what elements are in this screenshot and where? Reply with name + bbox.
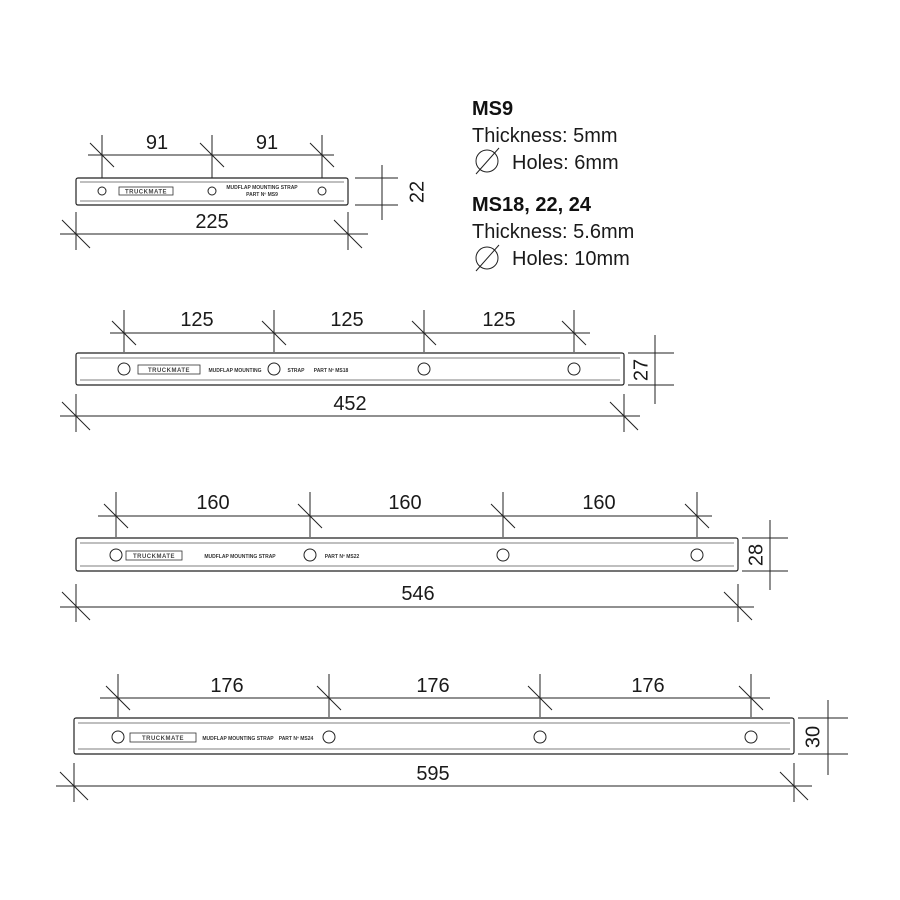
spacing-label: 176: [631, 675, 665, 697]
spacing-label: 160: [196, 492, 230, 514]
spec-ms18-holes: Holes: 10mm: [512, 248, 630, 270]
brand-logo: TRUCKMATE: [124, 189, 168, 196]
strap-part-number: PART Nº MS22: [324, 554, 360, 560]
height-label: 30: [802, 725, 825, 749]
total-length-label: 225: [195, 211, 229, 233]
spacing-label: 91: [145, 132, 169, 154]
mounting-hole: [568, 363, 580, 375]
mounting-hole: [691, 549, 703, 561]
diameter-icon: [476, 245, 499, 271]
strap-label: MUDFLAP MOUNTING STRAP: [226, 185, 298, 191]
strap-part-number: PART Nº MS18: [313, 368, 349, 374]
spacing-label: 125: [330, 309, 364, 331]
height-label: 27: [630, 358, 653, 382]
mounting-hole: [534, 731, 546, 743]
strap-label-2: STRAP: [287, 368, 305, 374]
spec-ms9-title: MS9: [472, 98, 514, 120]
mounting-hole: [304, 549, 316, 561]
spacing-label: 91: [255, 132, 279, 154]
strap-label: MUDFLAP MOUNTING: [208, 368, 262, 374]
strap-part-number: PART Nº MS24: [278, 736, 314, 742]
strap-label: MUDFLAP MOUNTING STRAP: [204, 554, 276, 560]
mounting-hole: [110, 549, 122, 561]
strap-ms22: [60, 492, 788, 622]
spec-ms9: [472, 98, 619, 174]
spacing-label: 125: [180, 309, 214, 331]
height-label: 28: [745, 543, 768, 567]
mounting-hole: [98, 187, 106, 195]
mounting-hole: [118, 363, 130, 375]
spec-ms18-thickness: Thickness: 5.6mm: [472, 221, 635, 243]
mounting-hole: [745, 731, 757, 743]
strap-part-number: PART Nº MS9: [246, 192, 278, 198]
strap-ms24: [56, 674, 848, 802]
strap-ms9: [60, 132, 428, 250]
spacing-label: 160: [582, 492, 616, 514]
total-length-label: 452: [333, 393, 367, 415]
mounting-hole: [208, 187, 216, 195]
mounting-hole: [318, 187, 326, 195]
spec-ms9-thickness: Thickness: 5mm: [472, 125, 618, 147]
mounting-hole: [497, 549, 509, 561]
height-label: 22: [406, 180, 429, 204]
spec-ms18-title: MS18, 22, 24: [472, 194, 591, 216]
spec-ms9-holes: Holes: 6mm: [512, 152, 619, 174]
total-length-label: 595: [416, 763, 450, 785]
spacing-label: 125: [482, 309, 516, 331]
mounting-hole: [323, 731, 335, 743]
brand-logo: TRUCKMATE: [141, 736, 185, 742]
spacing-label: 176: [210, 675, 244, 697]
spacing-label: 160: [388, 492, 422, 514]
strap-label: MUDFLAP MOUNTING STRAP: [202, 736, 274, 742]
spec-ms18: [472, 194, 634, 271]
strap-ms18: [60, 309, 674, 432]
brand-logo: TRUCKMATE: [132, 554, 176, 560]
mounting-hole: [268, 363, 280, 375]
diameter-icon: [476, 148, 499, 174]
brand-logo: TRUCKMATE: [147, 368, 191, 374]
mounting-hole: [418, 363, 430, 375]
mounting-hole: [112, 731, 124, 743]
total-length-label: 546: [401, 583, 435, 605]
spacing-label: 176: [416, 675, 450, 697]
